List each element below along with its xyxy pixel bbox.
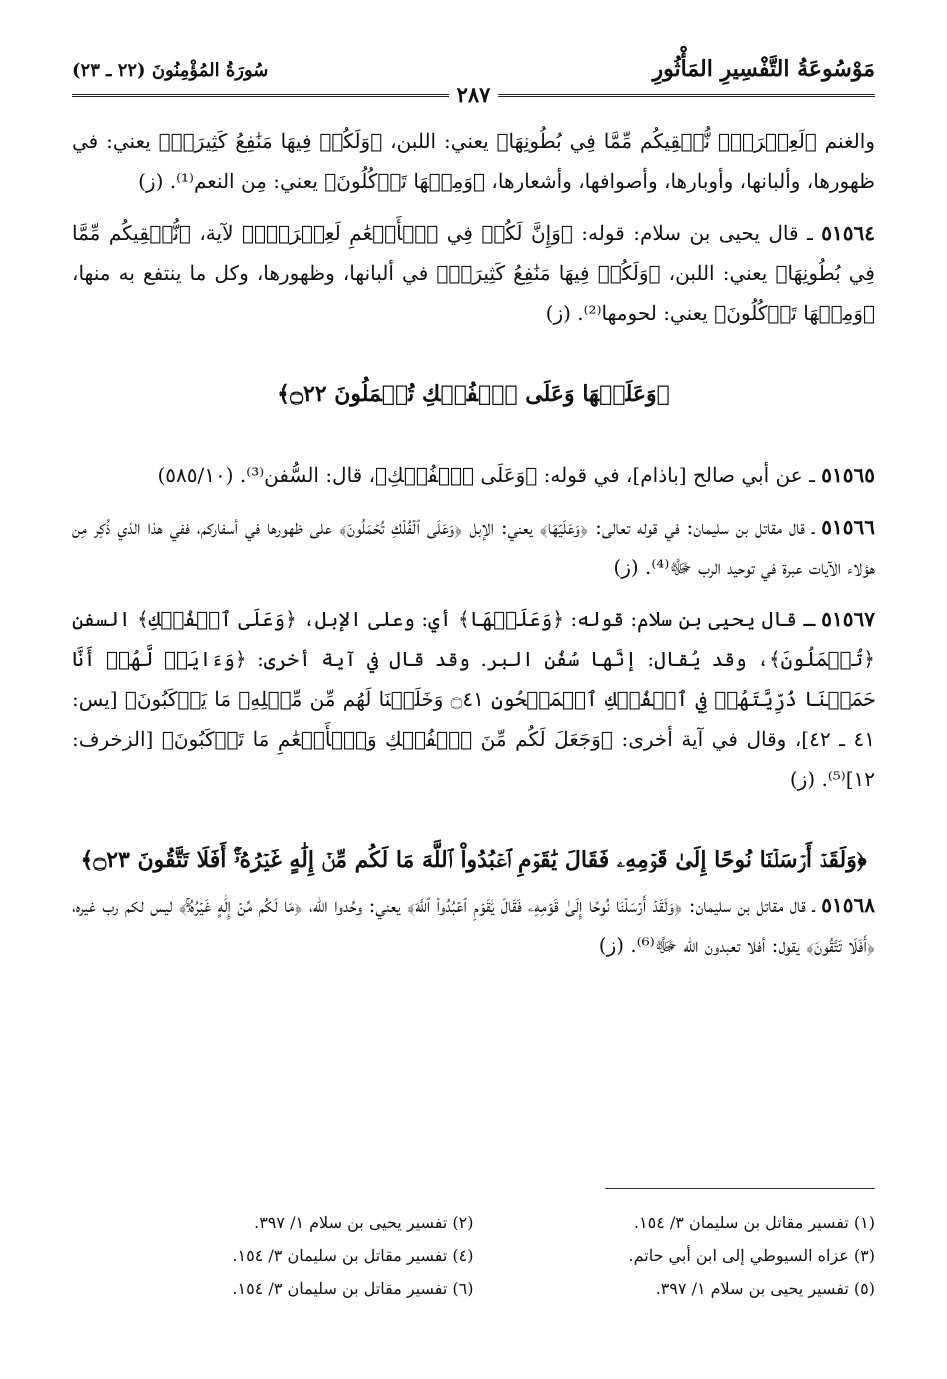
paragraph-number: ٥١٥٦٦ — [821, 515, 875, 539]
footnote: (٥) تفسير يحيى بن سلام ١/ ٣٩٧. — [655, 1279, 875, 1298]
paragraph-51565 — [72, 455, 875, 495]
footnotes — [72, 1206, 875, 1305]
surah-reference: سُورَةُ المُؤْمِنُونَ (٢٢ ـ ٢٣) — [72, 60, 269, 81]
footnote-separator — [605, 1188, 875, 1189]
footnote-row — [72, 1272, 875, 1305]
ayah-heading-22: ﴿وَعَلَيۡهَا وَعَلَى ٱلۡفُلۡكِ تُحۡمَلُونَ ۝٢٢﴾ — [277, 381, 670, 407]
page-number: ٢٨٧ — [449, 82, 499, 107]
paragraph-number: ٥١٥٦٧ — [821, 607, 876, 631]
paragraph-text: ـ قال مقاتل بن سليمان: في قوله تعالى: ﴿وَعَلَيۡهَا﴾ يعني: الإبل ﴿وَعَلَى ٱلۡفُلۡكِ تُحۡمَلُونَ﴾ على ظهورها في أسفاركم، ففي هذا الذي ذُكِر مِن هؤلاء الآيات عبرة في توحيد الرب ﷻ⁽⁴⁾. (ز) — [72, 515, 875, 579]
paragraph-text: ـ قال يحيى بن سلام: قوله: ﴿وَإِنَّ لَكُمۡ فِي ٱلۡأَنۡعَٰمِ لَعِبۡرَةٗۖ﴾ لآية، ﴿نُّسۡقِيكُم مِّمَّا فِي بُطُونِهَا﴾ يعني: اللبن، ﴿وَلَكُمۡ فِيهَا مَنَٰفِعُ كَثِيرَةٞ﴾ في ألبانها، وظهورها، وكل ما ينتفع به منها، ﴿وَمِنۡهَا تَأۡكُلُونَ﴾ يعني: لحومها⁽²⁾. (ز) — [72, 221, 875, 325]
footnote: (١) تفسير مقاتل بن سليمان ٣/ ١٥٤. — [633, 1213, 875, 1232]
footnote-row — [72, 1239, 875, 1272]
footnote: (٤) تفسير مقاتل بن سليمان ٣/ ١٥٤. — [232, 1246, 474, 1265]
paragraph-51568 — [72, 885, 875, 965]
paragraph-continuation: والغنم ﴿لَعِبۡرَةٗۖ نُّسۡقِيكُم مِّمَّا فِي بُطُونِهَا﴾ يعني: اللبن، ﴿وَلَكُمۡ فِيهَا مَنَٰفِعُ كَثِيرَةٞ﴾ يعني: في ظهورها، وألبانها، وأوبارها، وأصوافها، وأشعارها، ﴿وَمِنۡهَا تَأۡكُلُونَ﴾ يعني: مِن النعم⁽¹⁾. (ز) — [72, 129, 875, 193]
document-page — [72, 48, 875, 1339]
footnote: (٢) تفسير يحيى بن سلام ١/ ٣٩٧. — [254, 1213, 474, 1232]
page-header — [72, 48, 875, 107]
paragraph-text: ـ قال يحيى بن سلام: قوله: ﴿وَعَلَيۡهَا﴾ أي: وعلى الإبل، ﴿وَعَلَى ٱلۡفُلۡكِ﴾ السفن ﴿تُحۡمَلُونَ﴾، وقد يُقال: إنَّها سُفُن البر. وقد قال في آية أخرى: ﴿وَءَايَةٞ لَّهُمۡ أَنَّا حَمَلۡنَا ذُرِّيَّتَهُمۡ فِي ٱلۡفُلۡكِ ٱلۡمَشۡحُونِ ۝٤١ وَخَلَقۡنَا لَهُم مِّن مِّثۡلِهِۦ مَا يَرۡكَبُونَ﴾ [يس: ٤١ ـ ٤٢]، وقال في آية أخرى: ﴿وَجَعَلَ لَكُم مِّنَ ٱلۡفُلۡكِ وَٱلۡأَنۡعَٰمِ مَا تَرۡكَبُونَ﴾ [الزخرف: ١٢]⁽⁵⁾. (ز) — [72, 607, 875, 791]
footnote: (٣) عزاه السيوطي إلى ابن أبي حاتم. — [628, 1246, 875, 1265]
paragraph-text: ـ عن أبي صالح [باذام]، في قوله: ﴿وَعَلَى ٱلۡفُلۡكِ﴾، قال: السُّفن⁽³⁾. (٥٨٥/١٠) — [157, 463, 815, 487]
footnote: (٦) تفسير مقاتل بن سليمان ٣/ ١٥٤. — [232, 1279, 474, 1298]
ayah-heading-23: ﴿وَلَقَدۡ أَرۡسَلۡنَا نُوحًا إِلَىٰ قَوۡمِهِۦ فَقَالَ يَٰقَوۡمِ ٱعۡبُدُواْ ٱللَّهَ مَا لَكُم مِّنۡ إِلَٰهٍ غَيۡرُهُۥٓۚ أَفَلَا تَتَّقُونَ ۝٢٣﴾ — [80, 847, 867, 873]
paragraph-number: ٥١٥٦٨ — [821, 893, 876, 917]
footnote-row — [72, 1206, 875, 1239]
paragraph-51564 — [72, 213, 875, 333]
paragraph-number: ٥١٥٦٥ — [821, 463, 875, 487]
book-title: مَوْسُوعَةُ التَّفْسِيرِ المَأْثُورِ — [652, 56, 875, 82]
paragraph-text: ـ قال مقاتل بن سليمان: ﴿وَلَقَدۡ أَرۡسَلۡنَا نُوحًا إِلَىٰ قَوۡمِهِۦ فَقَالَ يَٰقَوۡمِ ٱعۡبُدُواْ ٱللَّهَ﴾ يعني: وحِّدوا الله، ﴿مَا لَكُم مِّنۡ إِلَٰهٍ غَيۡرُهُۥٓۚ﴾ ليس لكم رب غيره، ﴿أَفَلَا تَتَّقُونَ﴾ يقول: أفلا تعبدون الله ﷻ⁽⁶⁾. (ز) — [72, 893, 875, 957]
paragraph-51566 — [72, 507, 875, 587]
paragraph-number: ٥١٥٦٤ — [821, 221, 875, 245]
paragraph-51567 — [72, 599, 875, 799]
